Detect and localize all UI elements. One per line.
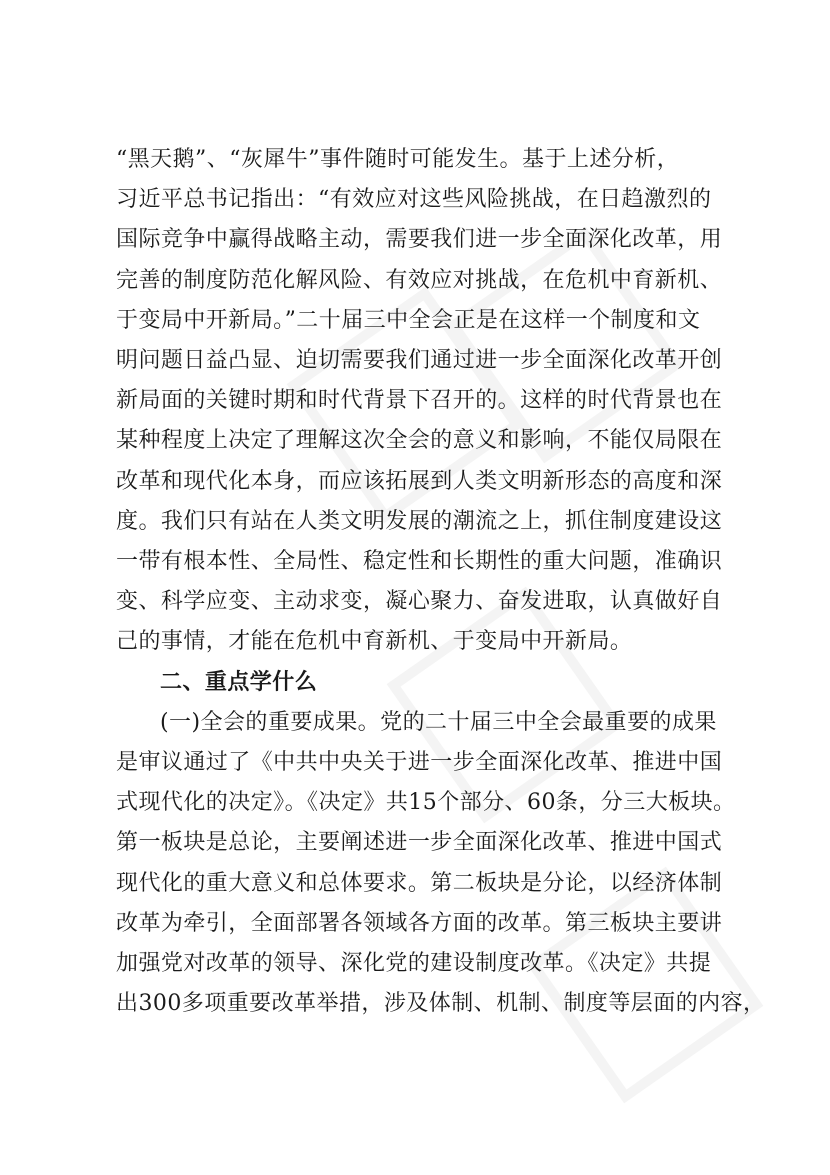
body-line: 国际竞争中赢得战略主动，需要我们进一步全面深化改革，用 — [116, 227, 723, 253]
document-body — [116, 140, 766, 1024]
body-line: 习近平总书记指出：“有效应对这些风险挑战，在日趋激烈的 — [116, 187, 712, 213]
body-line: 是审议通过了《中共中央关于进一步全面深化改革、推进中国 — [116, 750, 723, 776]
body-line: 度。我们只有站在人类文明发展的潮流之上，抓住制度建设这 — [116, 508, 723, 534]
body-line: 完善的制度防范化解风险、有效应对挑战，在危机中育新机、 — [116, 267, 723, 293]
body-line: 改革为牵引，全面部署各领域各方面的改革。第三板块主要讲 — [116, 910, 723, 936]
body-line: 出300多项重要改革举措，涉及体制、机制、制度等层面的内容， — [116, 991, 766, 1017]
body-line: 第一板块是总论，主要阐述进一步全面深化改革、推进中国式 — [116, 830, 723, 856]
body-line: 己的事情，才能在危机中育新机、于变局中开新局。 — [116, 629, 633, 655]
body-line: 现代化的重大意义和总体要求。第二板块是分论，以经济体制 — [116, 870, 723, 896]
body-line: “黑天鹅”、“灰犀牛”事件随时可能发生。基于上述分析， — [116, 147, 680, 172]
body-line: 新局面的关键时期和时代背景下召开的。这样的时代背景也在 — [116, 388, 723, 414]
body-line: 于变局中开新局。”二十届三中全会正是在这样一个制度和文 — [116, 307, 701, 333]
body-line: 明问题日益凸显、迫切需要我们通过进一步全面深化改革开创 — [116, 348, 723, 374]
body-line: 某种程度上决定了理解这次全会的意义和影响，不能仅局限在 — [116, 428, 723, 454]
section-heading: 二、重点学什么 — [160, 669, 318, 695]
body-line: 加强党对改革的领导、深化党的建设制度改革。《决定》共提 — [116, 951, 712, 977]
paragraph-first-line: (一)全会的重要成果。党的二十届三中全会最重要的成果 — [160, 709, 717, 735]
body-line: 改革和现代化本身，而应该拓展到人类文明新形态的高度和深 — [116, 468, 723, 494]
body-line: 变、科学应变、主动求变，凝心聚力、奋发进取，认真做好自 — [116, 589, 723, 615]
body-line: 一带有根本性、全局性、稳定性和长期性的重大问题，准确识 — [116, 549, 723, 575]
body-line: 式现代化的决定》。《决定》共15个部分、60条，分三大板块。 — [116, 790, 736, 816]
